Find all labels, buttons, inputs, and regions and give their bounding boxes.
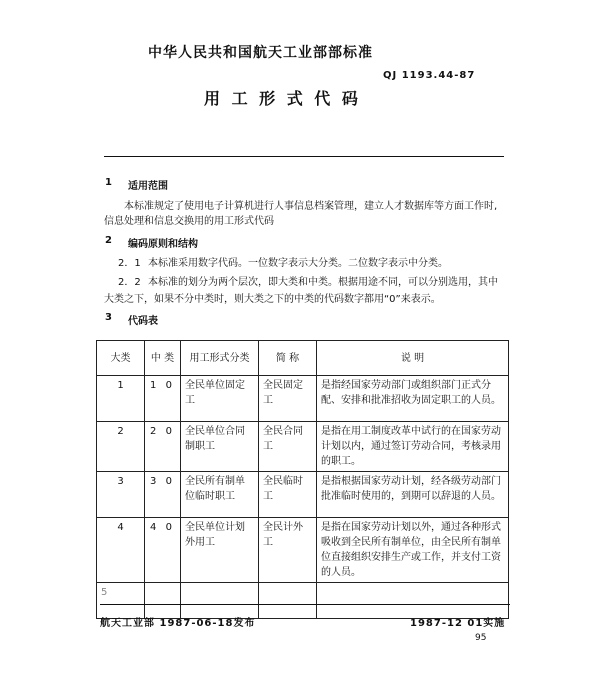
clause-2-2-text: 本标准的划分为两个层次，即大类和中类。根据用途不同，可以分别选用，其中 [148,277,498,288]
section-1-number: 1 [105,177,112,188]
cell-minor: 3 0 [145,472,181,518]
cell-type: 全民所有制单位临时职工 [181,472,259,518]
cell-desc: 是指在用工制度改革中试行的在国家劳动计划以内，通过签订劳动合同，考核录用的职工。 [317,422,509,472]
cell-short: 全民临时工 [259,472,317,518]
cell-minor: 1 0 [145,376,181,422]
header-rule [104,156,504,157]
clause-2-1-text: 本标准采用数字代码。一位数字表示大分类。二位数字表示中分类。 [148,258,448,269]
cell-type: 全民单位固定工 [181,376,259,422]
cell-minor: 2 0 [145,422,181,472]
cell-desc: 是指根据国家劳动计划，经各级劳动部门批准临时使用的，到期可以辞退的人员。 [317,472,509,518]
table-row [97,518,509,583]
table-row [97,472,509,518]
header-minor-class: 中 类 [145,341,181,376]
header-employment-type: 用工形式分类 [181,341,259,376]
cell-major: 4 [97,518,145,583]
standard-code: QJ 1193.44-87 [383,70,476,81]
cell-type: 全民单位计划外用工 [181,518,259,583]
section-1-text-line1: 本标准规定了使用电子计算机进行人事信息档案管理，建立人才数据库等方面工作时, [124,201,498,212]
header-description: 说 明 [317,341,509,376]
cell-major: 2 [97,422,145,472]
issue-date: 航天工业部 1987-06-18发布 [100,618,256,629]
cell-desc: 是指经国家劳动部门或组织部门正式分配、安排和批准招收为固定职工的人员。 [317,376,509,422]
cell-major: 3 [97,472,145,518]
section-2-title: 编码原则和结构 [128,239,198,250]
section-2-number: 2 [105,235,112,246]
cell-short: 全民合同工 [259,422,317,472]
clause-2-2-text-line2: 大类之下，如果不分中类时，则大类之下的中类的代码数字都用“0”来表示。 [104,294,441,305]
cell-minor: 4 0 [145,518,181,583]
section-1-text-line2: 信息处理和信息交换用的用工形式代码 [104,216,274,227]
header-major-class: 大类 [97,341,145,376]
section-3-title: 代码表 [128,316,158,327]
section-3-number: 3 [105,312,112,323]
code-table [96,340,509,619]
cell-type: 全民单位合同制职工 [181,422,259,472]
clause-2-1-number: 2．1 [118,258,141,269]
cell-major: 1 [97,376,145,422]
cell-short: 全民固定工 [259,376,317,422]
table-row [97,422,509,472]
cell-empty [259,583,317,619]
issuing-authority: 中华人民共和国航天工业部部标准 [148,45,373,61]
cell-short: 全民计外工 [259,518,317,583]
document-title: 用 工 形 式 代 码 [204,89,361,108]
header-short-name: 简 称 [259,341,317,376]
page-number: 95 [475,633,487,643]
section-1-title: 适用范围 [128,181,168,192]
table-header-row [97,341,509,376]
table-row [97,376,509,422]
footer-rule [100,604,510,605]
cell-desc: 是指在国家劳动计划以外，通过各种形式吸收到全民所有制单位，由全民所有制单位直接组织安排生产或工作，并支付工资的人员。 [317,518,509,583]
effective-date: 1987-12 01实施 [410,618,506,629]
clause-2-2-number: 2．2 [118,277,141,288]
blank-row-mark: 5 [97,583,145,619]
